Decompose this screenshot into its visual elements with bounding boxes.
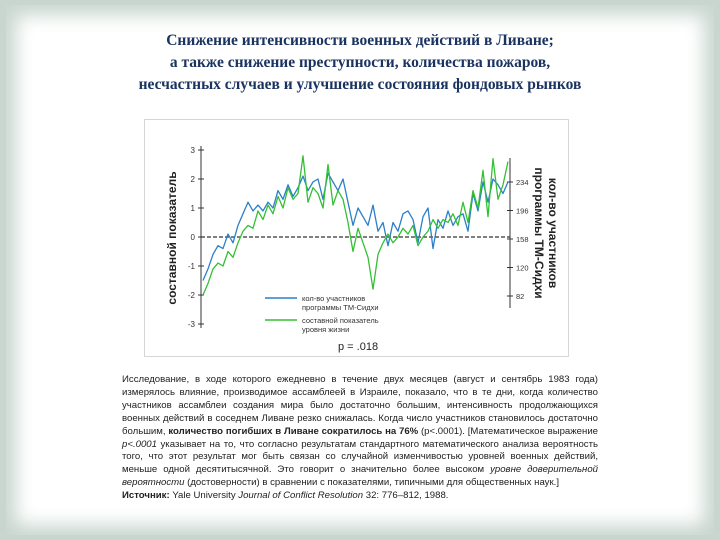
legend-item-participants: [302, 294, 379, 312]
legend-label-line-1: кол-во участников: [302, 294, 366, 303]
caption-bold-1: количество погибших в Ливане сократилось на 76%: [168, 425, 419, 437]
caption-italic-2: уровне доверительной вероятности: [122, 464, 598, 489]
title-line-1: Снижение интенсивности военных действий в Ливане;: [166, 32, 554, 49]
y-axis-right-label: [532, 167, 560, 298]
y-tick-label-left: 0: [190, 233, 195, 242]
y-axis-left-label: составной показатель: [165, 171, 179, 305]
legend-item-index: [302, 316, 379, 334]
source-journal: Journal of Conflict Resolution: [238, 490, 364, 502]
y-axis-right-label-box: [528, 148, 564, 318]
source-end: 32: 776–812, 1988.: [363, 490, 449, 502]
y-tick-label-right: 196: [516, 206, 529, 216]
caption-text: [122, 374, 598, 503]
page-title: [60, 30, 660, 96]
title-line-2: а также снижение преступности, количества пожаров,: [169, 54, 551, 71]
caption-part-3: указывает на то, что согласно результатам стандартного математического анализа вероятность того, что этот результат мог быть связан со случайной изменчивостью уровней военных действий, меньше одной десятитысячной. Это говорит о значительно более высоком: [122, 438, 598, 476]
y-tick-label-left: 3: [190, 146, 195, 155]
y-axis-left-label-box: [160, 153, 184, 323]
caption-part-4: (достоверности) в сравнении с показателями, типичными для общественных наук.]: [184, 477, 559, 489]
y-tick-label-left: 2: [190, 175, 195, 184]
caption-italic-1: p<.0001: [122, 438, 157, 450]
legend-label-line-2: программы ТМ-Сидхи: [302, 303, 379, 312]
legend-label-line-1: составной показатель: [302, 316, 379, 325]
y-tick-label-right: 234: [516, 178, 529, 187]
title-line-3: несчастных случаев и улучшение состояния фондовых рынков: [138, 76, 582, 93]
legend-label-line-2: уровня жизни: [302, 325, 350, 334]
source-label: Источник:: [122, 490, 170, 502]
series-line-participants: [203, 173, 508, 280]
caption-part-1: Исследование, в ходе которого ежедневно в течение двух месяцев (август и сентябрь 1983 года) измерялось влияние, производимое ассамблеей в Израиле, показало, что в те дни, когда количество участников ассамблеи создания мира было достаточно большим, интенсивность продолжающихся военных действий в соседнем Ливане резко снижалась. Когда число участников становилось достаточно большим,: [122, 374, 598, 437]
y-tick-label-left: -3: [187, 320, 195, 329]
y-axis-right-label-line-2: программы ТМ-Сидхи: [532, 167, 546, 299]
caption-part-2: (p<.0001). [Математическое выражение: [418, 425, 599, 437]
y-tick-label-left: -1: [187, 262, 195, 271]
y-tick-label-left: 1: [190, 204, 195, 213]
y-tick-label-right: 158: [516, 235, 529, 244]
series-line-index: [203, 156, 508, 295]
y-tick-label-right: 82: [516, 292, 525, 301]
y-axis-right-label-line-1: кол-во участников: [546, 177, 560, 289]
y-tick-label-left: -2: [187, 291, 195, 300]
source-text: Yale University: [169, 490, 239, 502]
y-tick-label-right: 120: [516, 263, 529, 273]
p-value-annotation: p = .018: [338, 341, 379, 353]
